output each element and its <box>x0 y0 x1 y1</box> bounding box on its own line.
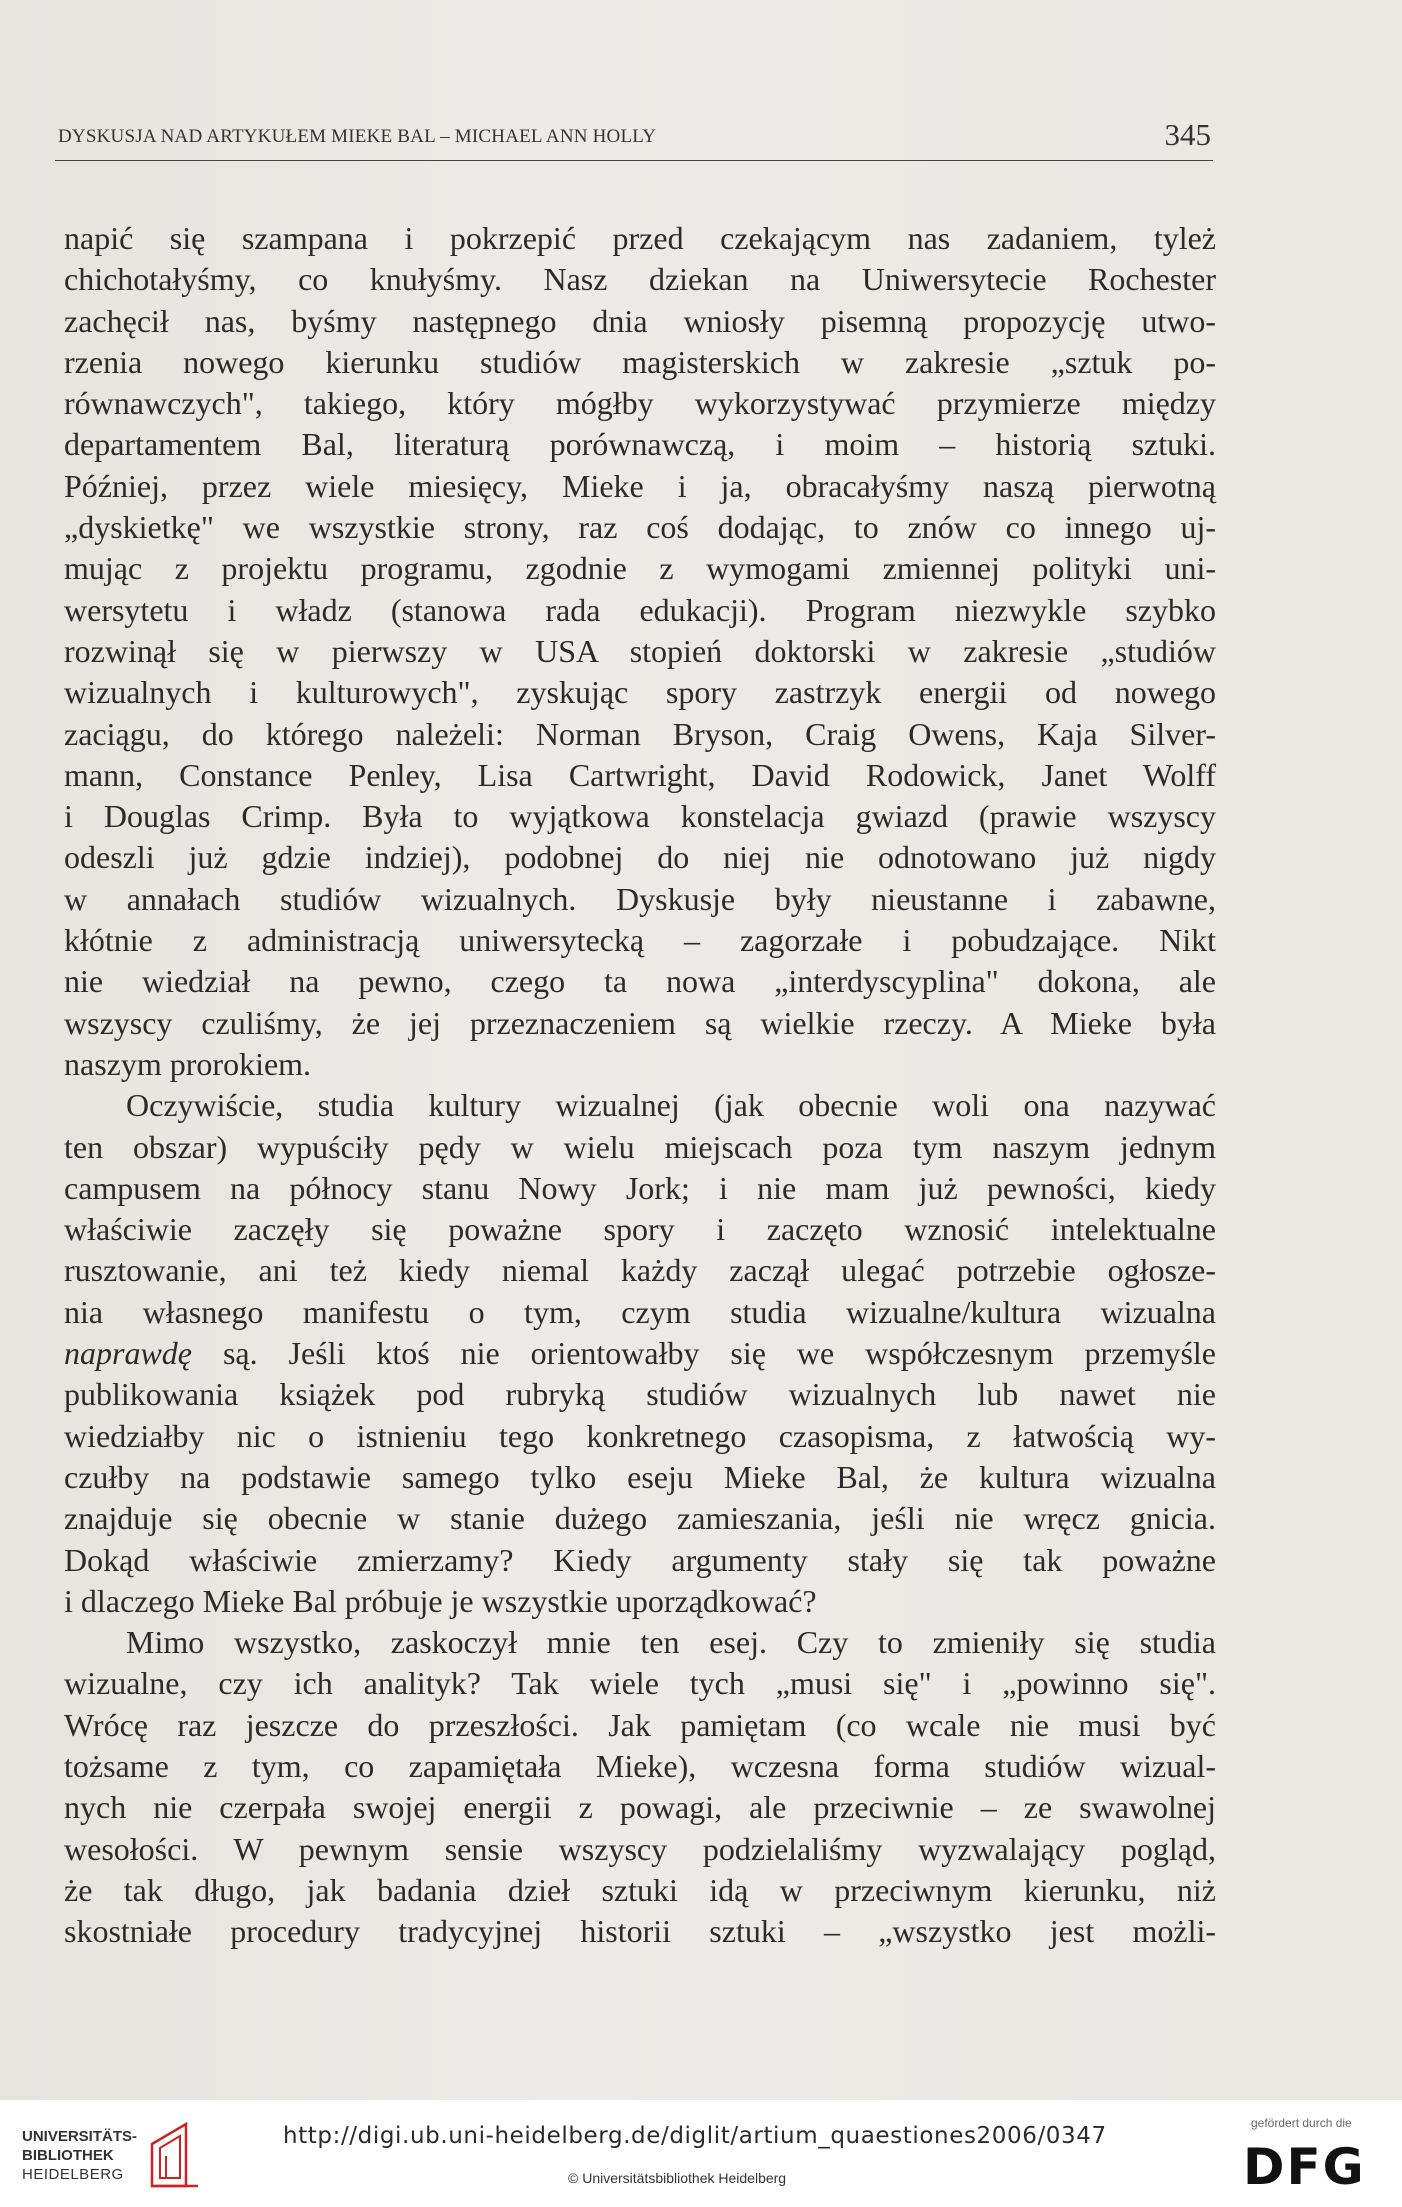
text-line: że tak długo, jak badania dzieł sztuki idą w przeciwnym kierunku, niż <box>64 1871 1216 1908</box>
body-text <box>64 218 1216 1952</box>
text-line: w annałach studiów wizualnych. Dyskusje były nieustanne i zabawne, <box>64 880 1216 917</box>
header-rule <box>55 160 1213 161</box>
text-line: wizualne, czy ich analityk? Tak wiele tych „musi się" i „powinno się". <box>64 1665 1216 1702</box>
text-line: nych nie czerpała swojej energii z powagi, ale przeciwnie – ze swawolnej <box>64 1789 1216 1826</box>
sponsor-caption: gefördert durch die <box>1251 2116 1352 2130</box>
text-line: skostniałe procedury tradycyjnej historii sztuki – „wszystko jest możli- <box>64 1913 1216 1950</box>
text-line: i dlaczego Mieke Bal próbuje je wszystkie uporządkować? <box>64 1582 817 1619</box>
text-line: campusem na północy stanu Nowy Jork; i nie mam już pewności, kiedy <box>64 1169 1216 1206</box>
text-line: chichotałyśmy, co knułyśmy. Nasz dziekan na Uniwersytecie Rochester <box>64 261 1216 298</box>
text-line: wizualnych i kulturowych", zyskując spory zastrzyk energii od nowego <box>64 674 1216 711</box>
text-line: Oczywiście, studia kultury wizualnej (jak obecnie woli ona nazywać <box>126 1087 1216 1124</box>
library-mark-icon <box>146 2116 202 2196</box>
running-title: DYSKUSJA NAD ARTYKUŁEM MIEKE BAL – MICHAEL ANN HOLLY <box>58 126 657 147</box>
text-line: publikowania książek pod rubryką studiów wizualnych lub nawet nie <box>64 1376 1216 1413</box>
italic-word: naprawdę <box>64 1335 192 1372</box>
dfg-logo-icon: DFG <box>1243 2138 1366 2196</box>
text-line: ten obszar) wypuściły pędy w wielu miejscach poza tym naszym jednym <box>64 1128 1216 1165</box>
text-line: zachęcił nas, byśmy następnego dnia wniosły pisemną propozycję utwo- <box>64 302 1216 339</box>
text-line: departamentem Bal, literaturą porównawczą, i moim – historią sztuki. <box>64 426 1216 463</box>
text-line: czułby na podstawie samego tylko eseju Mieke Bal, że kultura wizualna <box>64 1458 1216 1495</box>
text-line: równawczych", takiego, który mógłby wykorzystywać przymierze między <box>64 385 1216 422</box>
text-line: właściwie zaczęły się poważne spory i zaczęto wznosić intelektualne <box>64 1211 1216 1248</box>
text-line: rusztowanie, ani też kiedy niemal każdy zaczął ulegać potrzebie ogłosze- <box>64 1252 1216 1289</box>
text-line: naszym prorokiem. <box>64 1045 312 1082</box>
text-line: wersytetu i władz (stanowa rada edukacji). Program niezwykle szybko <box>64 591 1216 628</box>
library-name: UNIVERSITÄTS- BIBLIOTHEK HEIDELBERG <box>22 2128 138 2183</box>
text-line-with-italic <box>64 1333 1216 1374</box>
text-line: tożsame z tym, co zapamiętała Mieke), wczesna forma studiów wizual- <box>64 1747 1216 1784</box>
text-line: zaciągu, do którego należeli: Norman Bryson, Craig Owens, Kaja Silver- <box>64 715 1216 752</box>
text-line: kłótnie z administracją uniwersytecką – zagorzałe i pobudzające. Nikt <box>64 922 1216 959</box>
source-url-link[interactable]: http://digi.ub.uni-heidelberg.de/diglit/artium_quaestiones2006/0347 <box>283 2123 1107 2149</box>
text-line: wszyscy czuliśmy, że jej przeznaczeniem są wielkie rzeczy. A Mieke była <box>64 1004 1216 1041</box>
text-line: napić się szampana i pokrzepić przed czekającym nas zadaniem, tyleż <box>64 220 1216 256</box>
library-logo[interactable] <box>22 2116 202 2196</box>
text-line-rest: są. Jeśli ktoś nie orientowałby się we współczesnym przemyśle <box>222 1335 1217 1372</box>
dfg-sponsor-logo[interactable] <box>1243 2116 1383 2196</box>
text-line: wesołości. W pewnym sensie wszyscy podzielaliśmy wyzwalający pogląd, <box>64 1830 1216 1867</box>
text-line: i Douglas Crimp. Była to wyjątkowa konstelacja gwiazd (prawie wszyscy <box>64 798 1216 835</box>
text-line: Później, przez wiele miesięcy, Mieke i ja, obracałyśmy naszą pierwotną <box>64 467 1216 504</box>
text-line: odeszli już gdzie indziej), podobnej do niej nie odnotowano już nigdy <box>64 839 1216 876</box>
text-line: Dokąd właściwie zmierzamy? Kiedy argumenty stały się tak poważne <box>64 1541 1216 1578</box>
page-number: 345 <box>1164 117 1211 152</box>
text-line: nie wiedział na pewno, czego ta nowa „interdyscyplina" dokona, ale <box>64 963 1216 1000</box>
digitization-footer <box>0 2100 1402 2207</box>
text-line: wiedziałby nic o istnieniu tego konkretnego czasopisma, z łatwością wy- <box>64 1417 1216 1454</box>
text-line: nia własnego manifestu o tym, czym studia wizualne/kultura wizualna <box>64 1293 1216 1330</box>
text-line: rzenia nowego kierunku studiów magisterskich w zakresie „sztuk po- <box>64 343 1216 380</box>
copyright-notice: © Universitätsbibliothek Heidelberg <box>568 2170 787 2186</box>
text-line: Mimo wszystko, zaskoczył mnie ten esej. Czy to zmieniły się studia <box>126 1624 1216 1661</box>
text-line: rozwinął się w pierwszy w USA stopień doktorski w zakresie „studiów <box>64 632 1216 669</box>
text-line: znajduje się obecnie w stanie dużego zamieszania, jeśli nie wręcz gnicia. <box>64 1500 1216 1537</box>
text-line: Wrócę raz jeszcze do przeszłości. Jak pamiętam (co wcale nie musi być <box>64 1706 1216 1743</box>
text-line: „dyskietkę" we wszystkie strony, raz coś dodając, to znów co innego uj- <box>64 509 1216 546</box>
text-line: mann, Constance Penley, Lisa Cartwright, David Rodowick, Janet Wolff <box>64 756 1216 793</box>
text-line: mując z projektu programu, zgodnie z wymogami zmiennej polityki uni- <box>64 550 1216 587</box>
